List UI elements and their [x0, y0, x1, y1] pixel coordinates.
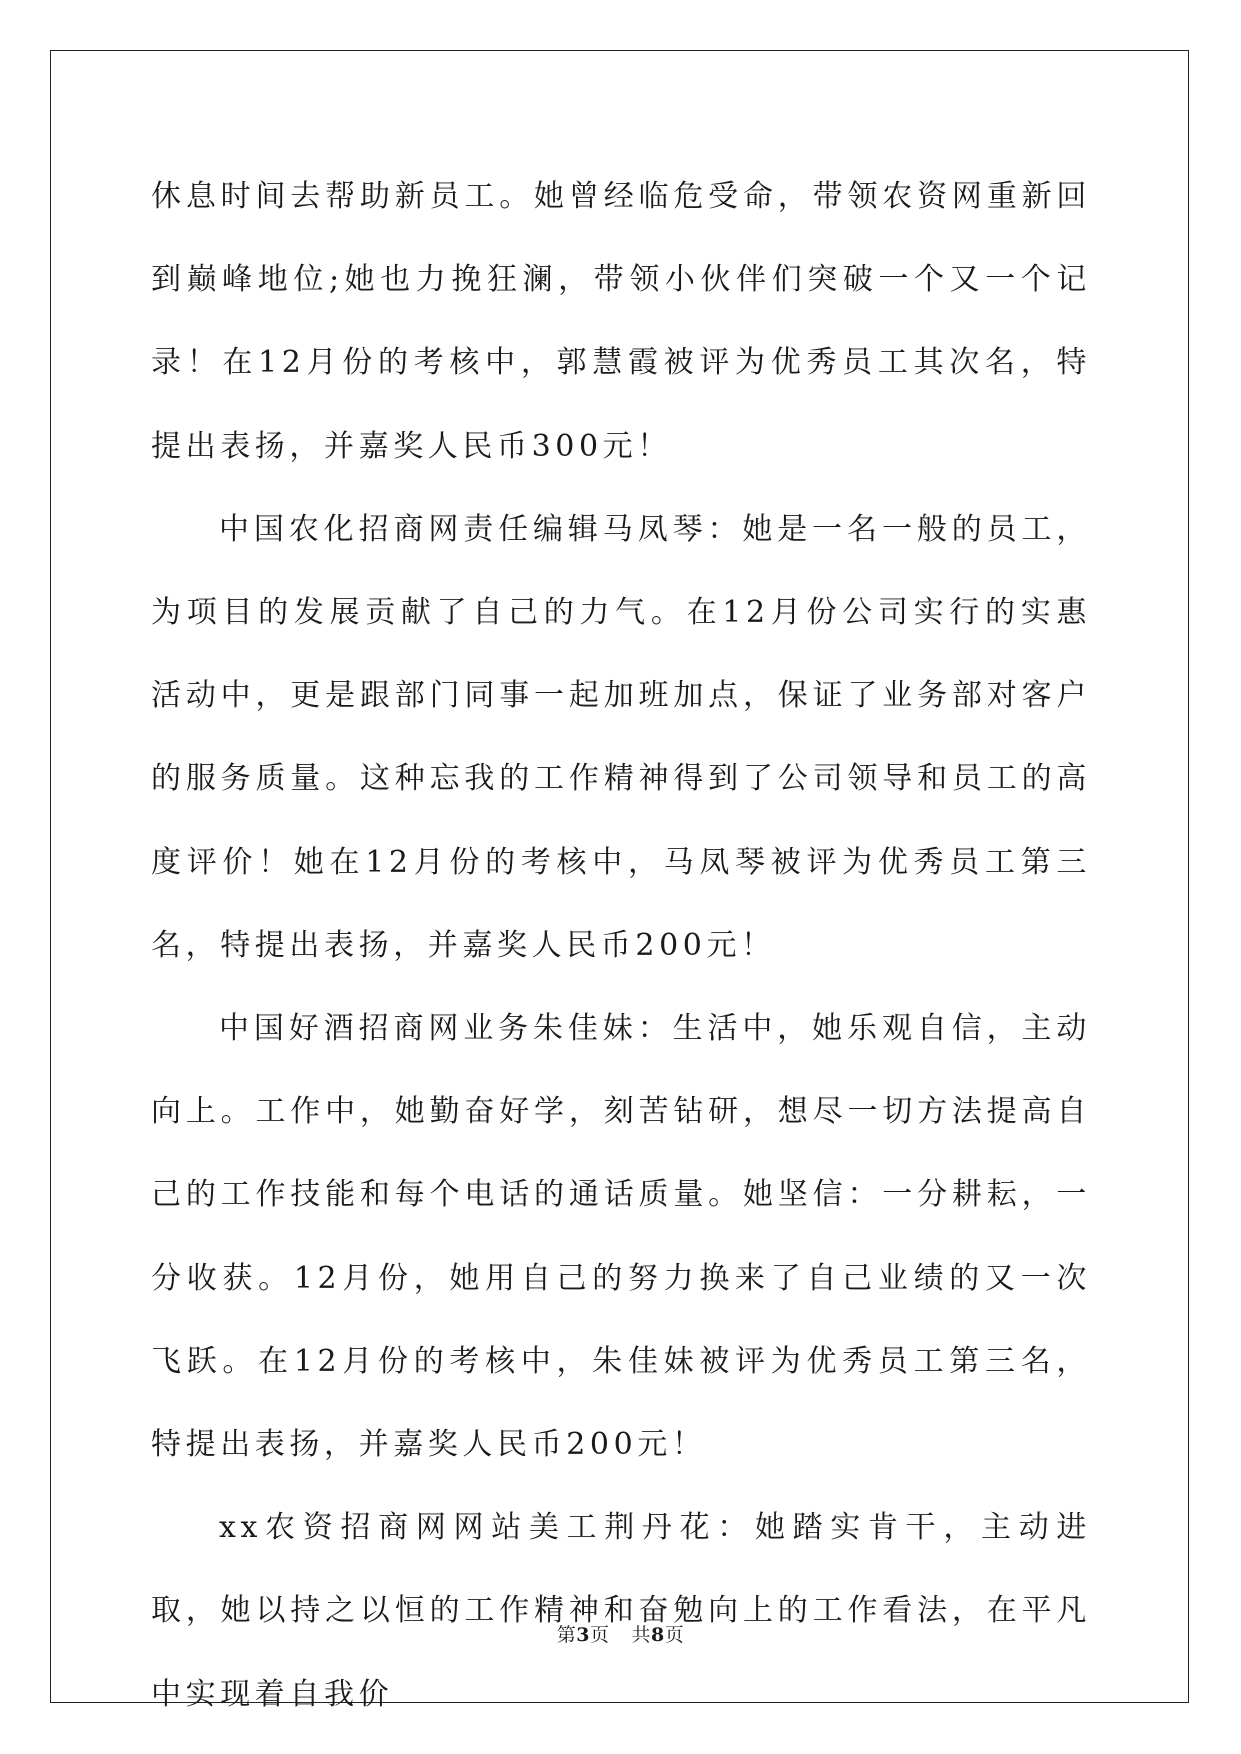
total-prefix: 共	[631, 1624, 652, 1646]
total-pages: 8	[651, 1624, 665, 1646]
paragraph-3: 中国好酒招商网业务朱佳妹：生活中，她乐观自信，主动向上。工作中，她勤奋好学，刻苦钻研，想尽一切方法提高自己的工作技能和每个电话的通话质量。她坚信：一分耕耘，一分收获。12月份，她用自己的努力换来了自己业绩的又一次飞跃。在12月份的考核中，朱佳妹被评为优秀员工第三名，特提出表扬，并嘉奖人民币200元！	[151, 1011, 1091, 1463]
total-unit: 页	[664, 1624, 685, 1646]
page-unit: 页	[589, 1624, 610, 1646]
page-number: 3	[576, 1624, 590, 1646]
document-body	[151, 155, 1091, 1736]
page-prefix: 第	[556, 1624, 577, 1646]
paragraph-1: 休息时间去帮助新员工。她曾经临危受命，带领农资网重新回到巅峰地位;她也力挽狂澜，带领小伙伴们突破一个又一个记录！在12月份的考核中，郭慧霞被评为优秀员工其次名，特提出表扬，并嘉奖人民币300元！	[151, 179, 1091, 464]
paragraph-4: xx农资招商网网站美工荆丹花：她踏实肯干，主动进取，她以持之以恒的工作精神和奋勉向上的工作看法，在平凡中实现着自我价	[151, 1510, 1091, 1712]
paragraph-2: 中国农化招商网责任编辑马凤琴：她是一名一般的员工，为项目的发展贡献了自己的力气。在12月份公司实行的实惠活动中，更是跟部门同事一起加班加点，保证了业务部对客户的服务质量。这种忘我的工作精神得到了公司领导和员工的高度评价！她在12月份的考核中，马凤琴被评为优秀员工第三名，特提出表扬，并嘉奖人民币200元！	[151, 511, 1091, 963]
page-footer	[0, 1620, 1241, 1647]
